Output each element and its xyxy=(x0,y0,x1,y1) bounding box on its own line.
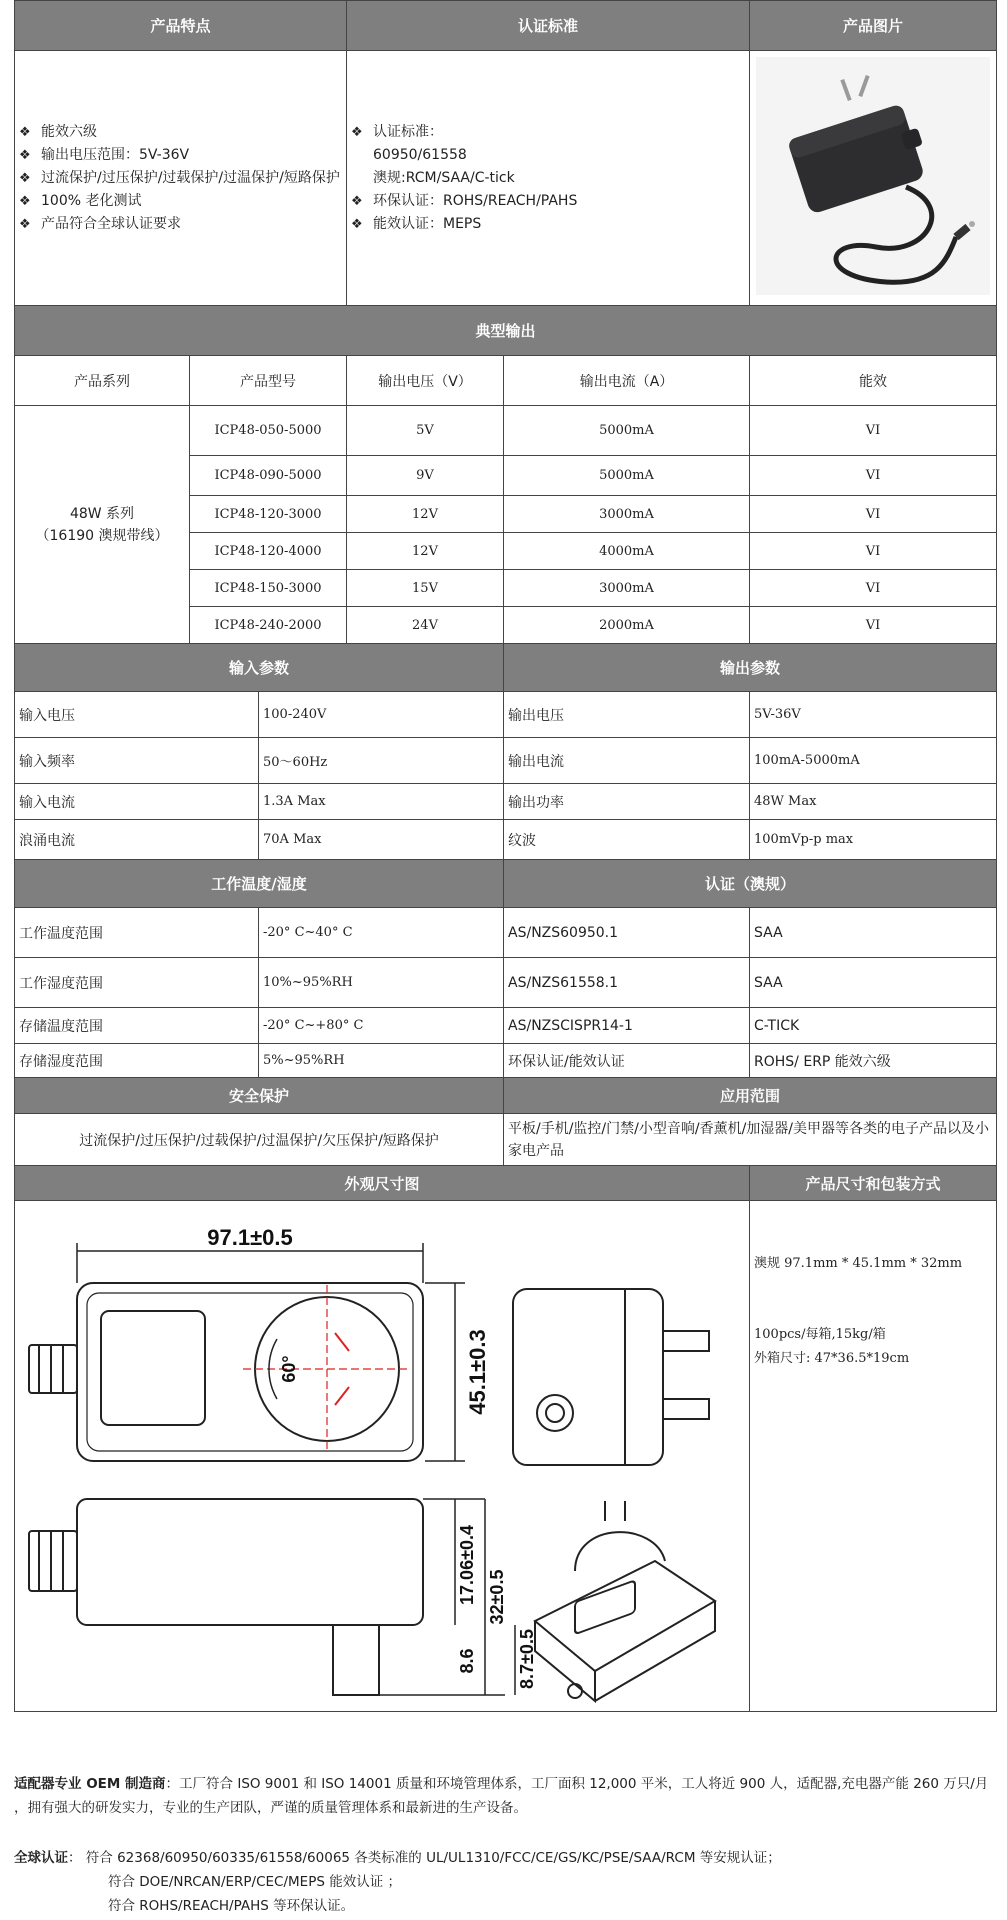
global-cert-paragraph xyxy=(14,1846,996,1918)
env-table xyxy=(14,859,997,1078)
standard-name: AS/NZSCISPR14-1 xyxy=(504,1008,750,1044)
feature-item: ❖ 能效六级 xyxy=(19,121,342,144)
efficiency-level: VI xyxy=(750,607,997,644)
angle-label: 60° xyxy=(279,1355,299,1383)
env-header: 工作温度/湿度 xyxy=(15,860,504,908)
global-cert-line-2: 符合 DOE/NRCAN/ERP/CEC/MEPS 能效认证 ； xyxy=(108,1874,402,1890)
product-size: 澳规 97.1mm * 45.1mm * 32mm xyxy=(754,1256,963,1271)
global-cert-label: 全球认证 xyxy=(14,1850,68,1866)
packing-cell xyxy=(750,1201,997,1712)
depth-label-1: 17.06±0.4 xyxy=(457,1525,477,1605)
input-param-label: 浪涌电流 xyxy=(15,820,259,860)
series-cell xyxy=(15,406,190,644)
output-param-value: 5V-36V xyxy=(750,692,997,738)
input-param-value: 1.3A Max xyxy=(259,784,504,820)
output-params-header: 输出参数 xyxy=(504,644,997,692)
depth-label-2: 8.6 xyxy=(457,1648,477,1674)
product-photo-cell xyxy=(750,51,997,306)
input-param-label: 输入频率 xyxy=(15,738,259,784)
typical-output-header: 典型输出 xyxy=(15,306,997,356)
output-param-value: 100mVp-p max xyxy=(750,820,997,860)
env-value: -20° C~40° C xyxy=(259,908,504,958)
feature-item: ❖ 产品符合全球认证要求 xyxy=(19,213,342,236)
param-row xyxy=(15,738,997,784)
model-number: ICP48-150-3000 xyxy=(190,570,347,607)
output-current: 4000mA xyxy=(504,533,750,570)
param-row xyxy=(15,820,997,860)
output-param-label: 输出电流 xyxy=(504,738,750,784)
overview-table xyxy=(14,0,997,306)
model-number: ICP48-120-3000 xyxy=(190,496,347,533)
input-param-label: 输入电压 xyxy=(15,692,259,738)
output-voltage: 12V xyxy=(347,533,504,570)
output-voltage: 15V xyxy=(347,570,504,607)
env-label: 存储湿度范围 xyxy=(15,1044,259,1078)
output-param-value: 48W Max xyxy=(750,784,997,820)
certs-header: 认证标准 xyxy=(347,1,750,51)
standard-cert: SAA xyxy=(750,958,997,1008)
safety-table xyxy=(14,1077,997,1166)
model-number: ICP48-120-4000 xyxy=(190,533,347,570)
output-param-label: 输出功率 xyxy=(504,784,750,820)
output-voltage: 24V xyxy=(347,607,504,644)
cert-item: ❖ 认证标准： 60950/61558 澳规:RCM/SAA/C-tick xyxy=(351,121,745,190)
col-model: 产品型号 xyxy=(190,356,347,406)
output-current: 3000mA xyxy=(504,570,750,607)
global-cert-line-1: ： 符合 62368/60950/60335/61558/60065 各类标准的 UL/UL1310/FCC/CE/GS/KC/PSE/SAA/RCM 等安规认证； xyxy=(68,1850,781,1866)
dimension-drawing-header: 外观尺寸图 xyxy=(15,1166,750,1201)
carton-size: 外箱尺寸: 47*36.5*19cm xyxy=(754,1351,910,1366)
cert-item: ❖ 能效认证：MEPS xyxy=(351,213,745,236)
env-row xyxy=(15,908,997,958)
standard-cert: SAA xyxy=(750,908,997,958)
output-voltage: 9V xyxy=(347,456,504,496)
output-current: 2000mA xyxy=(504,607,750,644)
input-param-label: 输入电流 xyxy=(15,784,259,820)
application-text: 平板/手机/监控/门禁/小型音响/香薰机/加湿器/美甲器等各类的电子产品以及小家电产品 xyxy=(504,1114,997,1166)
efficiency-level: VI xyxy=(750,406,997,456)
output-current: 5000mA xyxy=(504,456,750,496)
packing-header: 产品尺寸和包装方式 xyxy=(750,1166,997,1201)
output-current: 3000mA xyxy=(504,496,750,533)
standard-name: AS/NZS61558.1 xyxy=(504,958,750,1008)
features-header: 产品特点 xyxy=(15,1,347,51)
feature-item: ❖ 输出电压范围：5V-36V xyxy=(19,144,342,167)
col-current: 输出电流（A） xyxy=(504,356,750,406)
params-table xyxy=(14,643,997,860)
product-photo xyxy=(756,57,990,295)
env-row xyxy=(15,1044,997,1078)
width-dimension-label: 97.1±0.5 xyxy=(207,1225,293,1250)
au-cert-header: 认证（澳规） xyxy=(504,860,997,908)
input-param-value: 50～60Hz xyxy=(259,738,504,784)
application-header: 应用范围 xyxy=(504,1078,997,1114)
col-series: 产品系列 xyxy=(15,356,190,406)
efficiency-level: VI xyxy=(750,496,997,533)
typical-output-table xyxy=(14,305,997,644)
output-param-label: 纹波 xyxy=(504,820,750,860)
input-param-value: 70A Max xyxy=(259,820,504,860)
col-efficiency: 能效 xyxy=(750,356,997,406)
oem-label: 适配器专业 OEM 制造商 xyxy=(14,1776,166,1792)
env-value: 10%~95%RH xyxy=(259,958,504,1008)
env-label: 工作温度范围 xyxy=(15,908,259,958)
series-name: 48W 系列 xyxy=(69,505,135,522)
spec-sheet xyxy=(14,0,996,1712)
param-row xyxy=(15,784,997,820)
env-label: 存储温度范围 xyxy=(15,1008,259,1044)
height-dimension-label: 45.1±0.3 xyxy=(465,1329,490,1415)
photo-header: 产品图片 xyxy=(750,1,997,51)
safety-text: 过流保护/过压保护/过载保护/过温保护/欠压保护/短路保护 xyxy=(15,1114,504,1166)
model-number: ICP48-240-2000 xyxy=(190,607,347,644)
standard-name: 环保认证/能效认证 xyxy=(504,1044,750,1078)
env-row xyxy=(15,1008,997,1044)
output-current: 5000mA xyxy=(504,406,750,456)
dimension-drawing xyxy=(15,1201,748,1707)
env-value: 5%~95%RH xyxy=(259,1044,504,1078)
model-row xyxy=(15,406,997,456)
dimensions-table xyxy=(14,1165,997,1712)
depth-label-3: 32±0.5 xyxy=(487,1569,507,1625)
output-param-label: 输出电压 xyxy=(504,692,750,738)
series-note: （16190 澳规带线） xyxy=(35,527,169,544)
env-label: 工作湿度范围 xyxy=(15,958,259,1008)
standard-cert: C-TICK xyxy=(750,1008,997,1044)
pack-quantity: 100pcs/每箱,15kg/箱 xyxy=(754,1327,886,1342)
cert-item: ❖ 环保认证：ROHS/REACH/PAHS xyxy=(351,190,745,213)
efficiency-level: VI xyxy=(750,533,997,570)
global-cert-line-3: 符合 ROHS/REACH/PAHS 等环保认证。 xyxy=(108,1898,355,1914)
oem-text: ：工厂符合 ISO 9001 和 ISO 14001 质量和环境管理体系，工厂面积 12,000 平米，工人将近 900 人，适配器,充电器产能 260 万只/月 ，拥有强大的研发实力，专业的生产团队，严谨的质量管理体系和最新进的生产设备。 xyxy=(14,1776,989,1816)
features-cell xyxy=(15,51,347,306)
safety-header: 安全保护 xyxy=(15,1078,504,1114)
dimension-drawing-cell xyxy=(15,1201,750,1712)
input-params-header: 输入参数 xyxy=(15,644,504,692)
features-list xyxy=(19,121,342,236)
efficiency-level: VI xyxy=(750,570,997,607)
input-param-value: 100-240V xyxy=(259,692,504,738)
model-number: ICP48-050-5000 xyxy=(190,406,347,456)
company-info xyxy=(14,1766,996,1918)
env-row xyxy=(15,958,997,1008)
feature-item: ❖ 过流保护/过压保护/过载保护/过温保护/短路保护 xyxy=(19,167,342,190)
output-voltage: 12V xyxy=(347,496,504,533)
certs-list xyxy=(351,121,745,236)
output-voltage: 5V xyxy=(347,406,504,456)
efficiency-level: VI xyxy=(750,456,997,496)
standard-name: AS/NZS60950.1 xyxy=(504,908,750,958)
model-number: ICP48-090-5000 xyxy=(190,456,347,496)
standard-cert: ROHS/ ERP 能效六级 xyxy=(750,1044,997,1078)
oem-paragraph xyxy=(14,1766,996,1820)
feature-item: ❖ 100% 老化测试 xyxy=(19,190,342,213)
env-value: -20° C~+80° C xyxy=(259,1008,504,1044)
param-row xyxy=(15,692,997,738)
depth-label-4: 8.7±0.5 xyxy=(517,1629,537,1689)
output-param-value: 100mA-5000mA xyxy=(750,738,997,784)
certs-cell xyxy=(347,51,750,306)
col-voltage: 输出电压（V） xyxy=(347,356,504,406)
